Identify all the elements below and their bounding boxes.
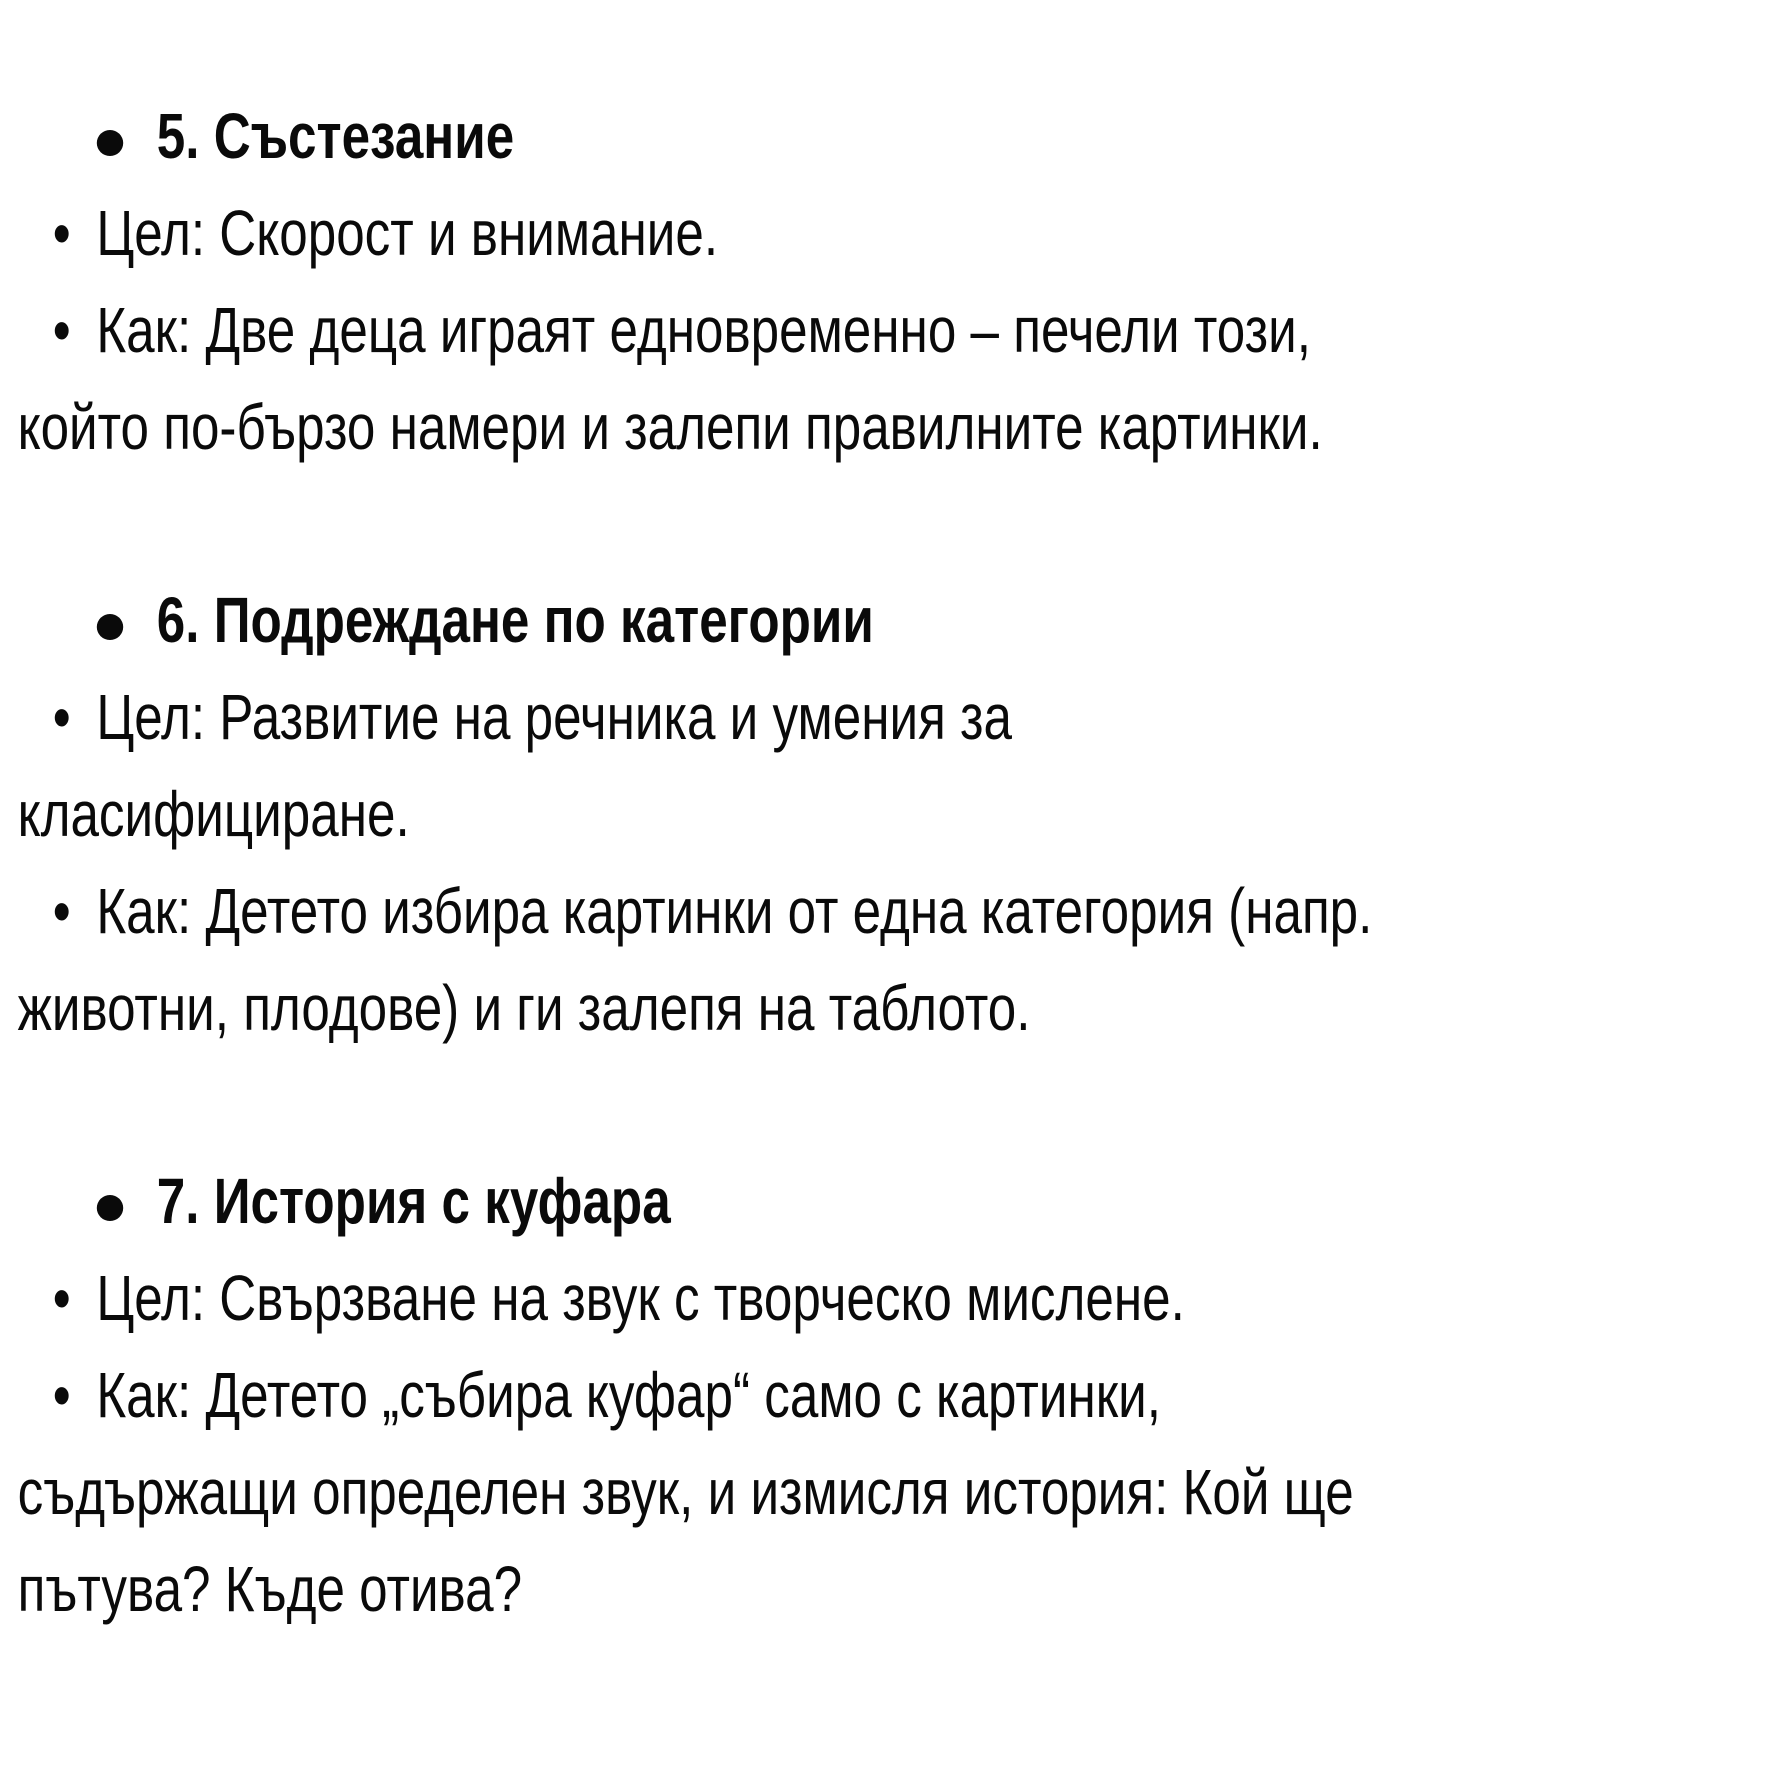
list-item-text: класифициране. bbox=[17, 778, 410, 850]
section-heading bbox=[97, 88, 1772, 185]
list-item-text: животни, плодове) и ги залепя на таблото. bbox=[17, 972, 1031, 1044]
list-disc-icon bbox=[97, 614, 123, 640]
list-item bbox=[0, 282, 1772, 476]
list-item bbox=[0, 185, 1772, 282]
list-disc-icon bbox=[97, 1195, 123, 1221]
section-7 bbox=[0, 1153, 1772, 1638]
section-5 bbox=[0, 88, 1772, 476]
bullet-icon: • bbox=[52, 197, 71, 269]
section-heading bbox=[97, 572, 1772, 669]
bullet-icon: • bbox=[52, 875, 71, 947]
list-item-text: пътува? Къде отива? bbox=[17, 1553, 523, 1625]
section-6 bbox=[0, 572, 1772, 1057]
list-item bbox=[0, 1250, 1772, 1347]
section-title: 5. Състезание bbox=[156, 100, 515, 172]
list-item bbox=[0, 863, 1772, 1057]
list-disc-icon bbox=[97, 130, 123, 156]
bullet-icon: • bbox=[52, 1262, 71, 1334]
list-item bbox=[0, 669, 1772, 863]
bullet-icon: • bbox=[52, 1359, 71, 1431]
list-item-text: който по-бързо намери и залепи правилните картинки. bbox=[17, 391, 1323, 463]
list-item-text: Как: Детето избира картинки от една категория (напр. bbox=[96, 875, 1373, 947]
section-heading bbox=[97, 1153, 1772, 1250]
section-title: 7. История с куфара bbox=[156, 1165, 671, 1237]
list-item-text: Цел: Развитие на речника и умения за bbox=[96, 681, 1012, 753]
bullet-icon: • bbox=[52, 681, 71, 753]
list-item-text: Как: Две деца играят едновременно – печели този, bbox=[96, 294, 1311, 366]
list-item-text: Как: Детето „събира куфар“ само с картинки, bbox=[96, 1359, 1161, 1431]
list-item bbox=[0, 1347, 1772, 1638]
list-item-text: Цел: Скорост и внимание. bbox=[96, 197, 719, 269]
list-item-text: съдържащи определен звук, и измисля история: Кой ще bbox=[17, 1456, 1354, 1528]
section-title: 6. Подреждане по категории bbox=[156, 584, 874, 656]
list-item-text: Цел: Свързване на звук с творческо мислене. bbox=[96, 1262, 1185, 1334]
bullet-icon: • bbox=[52, 294, 71, 366]
